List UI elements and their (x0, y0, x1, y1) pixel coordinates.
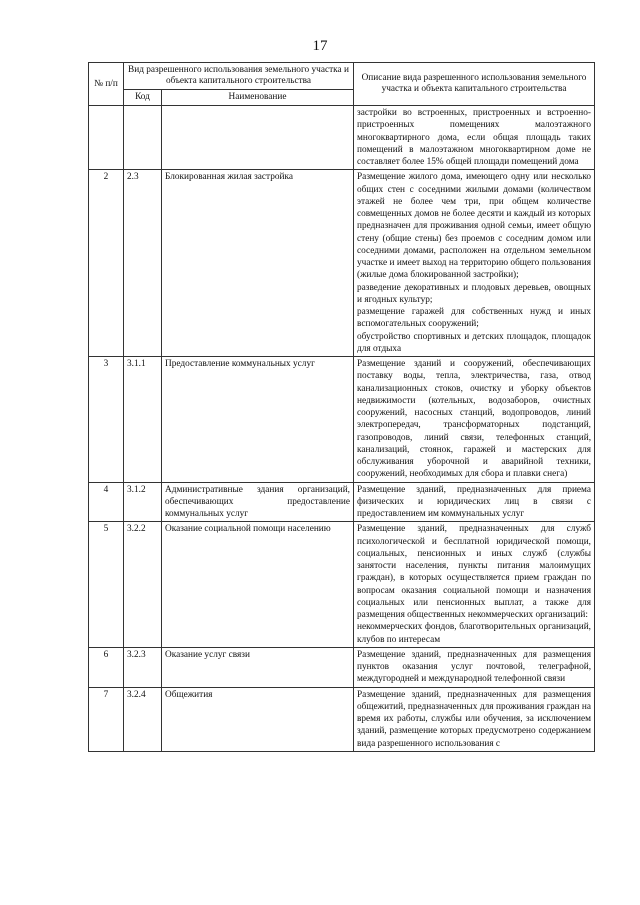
description-paragraph: Размещение зданий и сооружений, обеспечивающих поставку воды, тепла, электричества, газа, отвод канализационных стоков, очистку и уборку объектов недвижимости (котельных, водозаборов, очистных сооружений, насосных станций, водопроводов, линий электропередач, трансформаторных подстанций, газопроводов, линий связи, телефонных станций, канализаций, стоянок, гаражей и мастерских для обслуживания уборочной и аварийной техники, сооружений, необходимых для сбора и плавки снега) (357, 359, 592, 480)
land-use-table (88, 62, 595, 752)
description-paragraph: Размещение жилого дома, имеющего одну или несколько общих стен с соседними жилыми домами (количеством этажей не более чем три, при общем количестве совмещенных домов не более десяти и каждый из которых предназначен для проживания одной семьи, имеет общую стену (общие стены) без проемов с соседним домом или соседними домами, расположен на отдельном земельном участке и имеет выход на территорию общего пользования (жилые дома блокированной застройки); (357, 172, 592, 281)
description-paragraph: разведение декоративных и плодовых деревьев, овощных и ягодных культур; (357, 282, 592, 305)
row-name: Предоставление коммунальных услуг (162, 357, 354, 483)
header-num: № п/п (89, 63, 124, 106)
row-code: 2.3 (124, 170, 162, 357)
row-description (354, 482, 595, 522)
table-header-row (89, 63, 595, 90)
header-kind: Вид разрешенного использования земельного участка и объекта капитального строительства (124, 63, 354, 90)
description-paragraph: обустройство спортивных и детских площадок, площадок для отдыха (357, 331, 592, 354)
row-name: Общежития (162, 687, 354, 751)
row-name: Оказание услуг связи (162, 647, 354, 687)
row-number: 2 (89, 170, 124, 357)
row-code: 3.1.1 (124, 357, 162, 483)
row-description (354, 647, 595, 687)
row-description (354, 687, 595, 751)
table-row (89, 687, 595, 751)
row-code: 3.2.3 (124, 647, 162, 687)
row-number: 6 (89, 647, 124, 687)
description-paragraph: Размещение зданий, предназначенных для размещения пунктов оказания услуг почтовой, телеграфной, междугородней и международной телефонной связи (357, 649, 592, 685)
row-name: Блокированная жилая застройка (162, 170, 354, 357)
row-name: Административные здания организаций, обеспечивающих предоставление коммунальных услуг (162, 482, 354, 522)
row-description (354, 170, 595, 357)
table-row-continuation (89, 106, 595, 170)
table-row (89, 170, 595, 357)
header-name: Наименование (162, 90, 354, 106)
row-description (354, 522, 595, 648)
page-number: 17 (312, 38, 328, 54)
row-number: 3 (89, 357, 124, 483)
row-number: 4 (89, 482, 124, 522)
header-code: Код (124, 90, 162, 106)
description-paragraph: Размещение зданий, предназначенных для приема физических и юридических лиц в связи с предоставлением им коммунальных услуг (357, 484, 592, 519)
table-row (89, 357, 595, 483)
table-body (89, 170, 595, 752)
header-description: Описание вида разрешенного использования земельного участка и объекта капитального строительства (354, 63, 595, 106)
row-code: 3.2.4 (124, 687, 162, 751)
row-description (354, 357, 595, 483)
description-paragraph: размещение гаражей для собственных нужд и иных вспомогательных сооружений; (357, 307, 592, 330)
row-code: 3.2.2 (124, 522, 162, 648)
table-row (89, 647, 595, 687)
description-paragraph: Размещение зданий, предназначенных для размещения общежитий, предназначенных для проживания граждан на время их работы, службы или обучения, за исключением зданий, размещение которых предусмотрено содержанием вида разрешенного использования с (357, 689, 592, 749)
description-paragraph: некоммерческих фондов, благотворительных организаций, клубов по интересам (357, 622, 592, 645)
row-number: 7 (89, 687, 124, 751)
description-paragraph: Размещение зданий, предназначенных для служб психологической и бесплатной юридической помощи, социальных, пенсионных и иных служб (службы занятости населения, пункты питания малоимущих граждан), в которых осуществляется прием граждан по вопросам оказания социальной помощи и назначения социальных или пенсионных выплат, а также для размещения общественных некоммерческих организаций: (357, 524, 592, 620)
continuation-text: застройки во встроенных, пристроенных и встроенно-пристроенных помещениях малоэтажного многоквартирного дома, если общая площадь таких помещений в малоэтажном многоквартирном доме не составляет более 15% общей площади помещений дома (354, 106, 595, 170)
row-number: 5 (89, 522, 124, 648)
row-code: 3.1.2 (124, 482, 162, 522)
row-name: Оказание социальной помощи населению (162, 522, 354, 648)
table-row (89, 522, 595, 648)
table-row (89, 482, 595, 522)
